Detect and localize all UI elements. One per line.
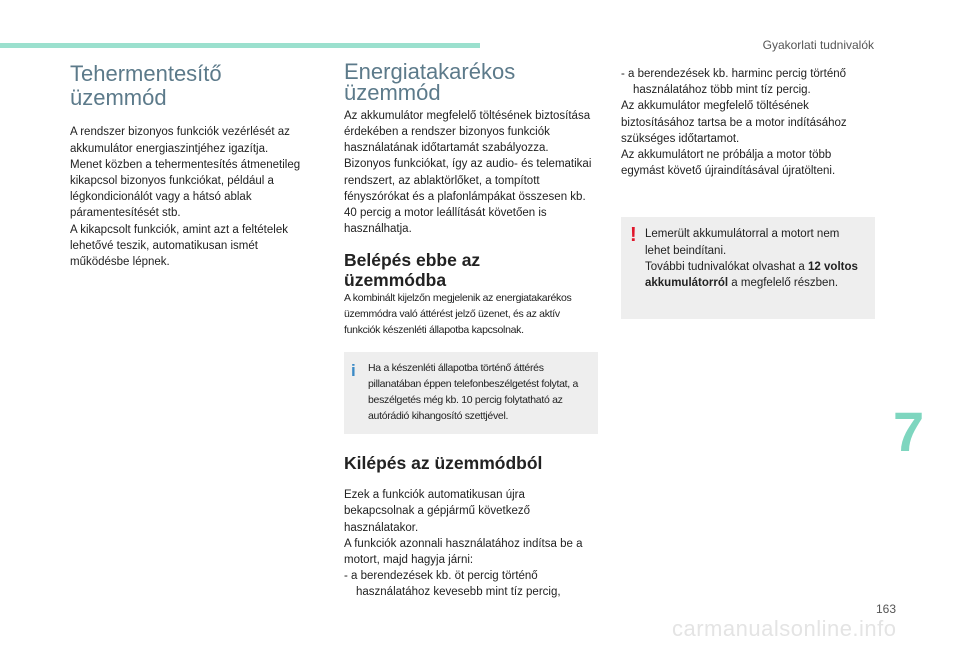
- info-box: [344, 352, 598, 434]
- column-continued: [621, 66, 875, 319]
- warning-box: [621, 217, 875, 319]
- paragraph: Az akkumulátort ne próbálja a motor több egymást követő újraindításával újratölteni.: [621, 149, 836, 178]
- info-text: Ha a készenléti állapotba történő áttérés pillanatában éppen telefonbeszélgetést folytat, a beszélgetés még kb. 10 percig folytatható az autórádió kihangosító szettjével.: [368, 361, 579, 422]
- entry-heading: [344, 251, 598, 290]
- energy-saving-title: [344, 59, 598, 105]
- heading-line: üzemmódba: [344, 269, 447, 290]
- paragraph: Menet közben a tehermentesítés átmenetileg kikapcsol bizonyos funkciókat, például a légkondicionálót vagy a hátsó ablak páramentesítését stb.: [70, 158, 301, 220]
- watermark: carmanualsonline.info: [672, 616, 897, 641]
- entry-text: A kombinált kijelzőn megjelenik az energiatakarékos üzemmódra való áttérést jelző üzenet, és az aktív funkciók készenléti állapotba kapcsolnak.: [344, 291, 572, 336]
- info-icon: i: [351, 360, 356, 380]
- paragraph: Ezek a funkciók automatikusan újra bekapcsolnak a gépjármű következő használatakor.: [344, 489, 531, 534]
- section-title: Gyakorlati tudnivalók: [762, 38, 874, 52]
- paragraph: Bizonyos funkciókat, így az audio- és telematikai rendszert, az ablaktörlőket, a tompított fényszórókat és a plafonlámpákat összesen kb. 40 percig a motor leállítását követően is használhatja.: [344, 158, 592, 236]
- exit-heading: Kilépés az üzemmódból: [344, 452, 543, 473]
- paragraph: A funkciók azonnali használatához indítsa be a motort, majd hagyja járni:: [344, 537, 583, 566]
- paragraph: A rendszer bizonyos funkciók vezérlését az akkumulátor energiaszintjéhez igazítja.: [70, 126, 290, 155]
- warning-text-2: [645, 259, 867, 291]
- title-line: üzemmód: [344, 79, 441, 105]
- column-energy-saving: [344, 59, 598, 601]
- list-item: - a berendezések kb. harminc percig történő használatához több mint tíz percig.: [621, 68, 847, 97]
- load-shedding-title: Tehermentesítő üzemmód: [70, 61, 222, 111]
- warning-text-bold: 12 voltos akkumulátorról: [645, 260, 858, 290]
- paragraph: A kikapcsolt funkciók, amint azt a feltételek lehetővé teszik, automatikusan ismét működésbe lépnek.: [70, 223, 288, 268]
- paragraph: Az akkumulátor megfelelő töltésének biztosítása érdekében a rendszer bizonyos funkciók használatának időtartamát szabályozza.: [344, 109, 591, 155]
- title-line: Energiatakarékos: [344, 59, 516, 84]
- page-number: 163: [876, 602, 897, 616]
- heading-line: Belépés ebbe az: [344, 250, 481, 271]
- paragraph: Az akkumulátor megfelelő töltésének biztosításához tartsa be a motor indításához szükséges időtartamot.: [621, 100, 847, 145]
- warning-icon: !: [630, 224, 637, 247]
- column-load-shedding: [70, 62, 320, 270]
- warning-text-1: Lemerült akkumulátorral a motort nem lehet beindítani.: [645, 228, 840, 257]
- warning-text-pre: További tudnivalókat olvashat a: [645, 260, 809, 273]
- warning-text-post: a megfelelő részben.: [728, 277, 839, 290]
- top-accent-bar: [0, 43, 480, 48]
- chapter-number: 7: [893, 400, 925, 463]
- list-item: - a berendezések kb. öt percig történő használatához kevesebb mint tíz percig,: [344, 570, 561, 599]
